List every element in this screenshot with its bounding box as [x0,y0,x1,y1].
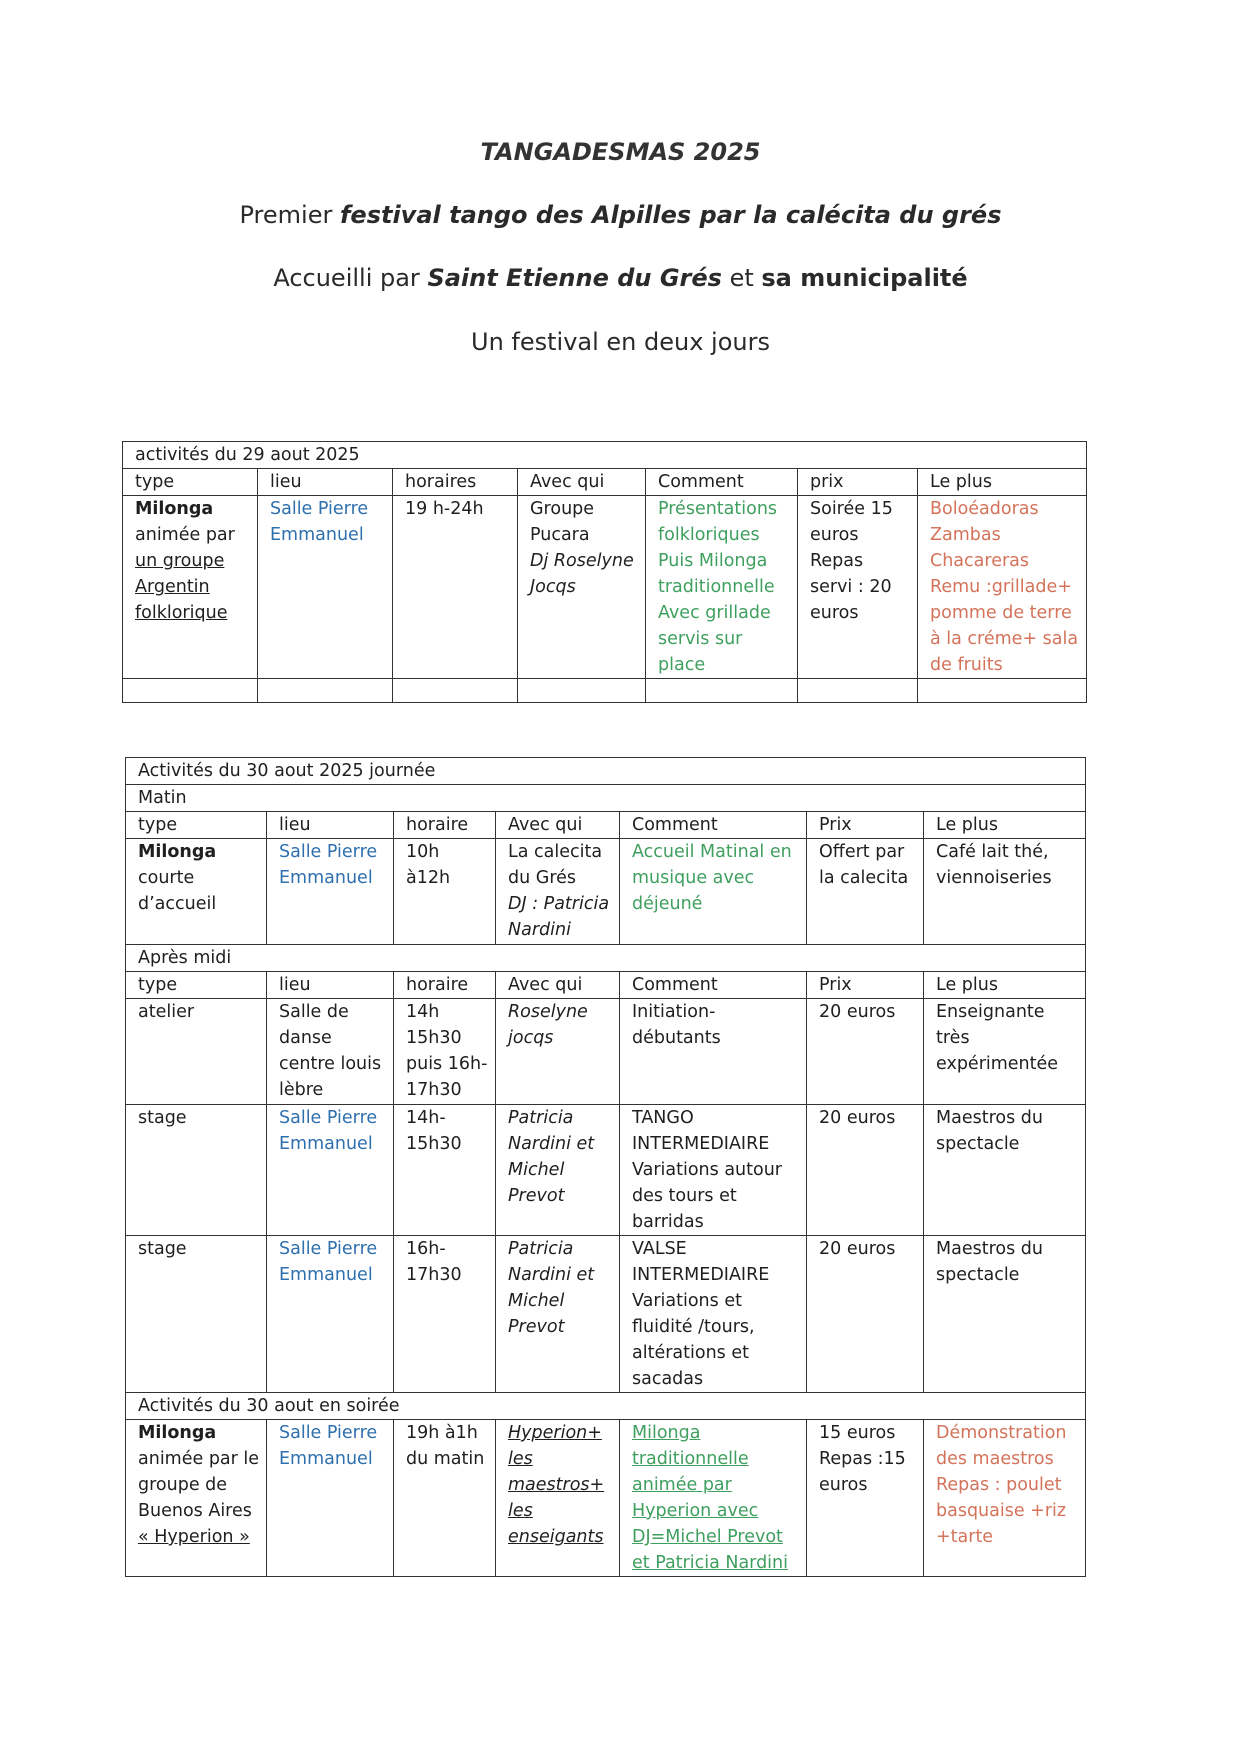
table-row [126,1105,1086,1236]
cell-line: Salle Pierre [279,842,378,862]
cell-line: Soirée 15 [810,499,893,519]
cell-avec-qui [496,1420,620,1577]
col-header: lieu [267,972,394,999]
cell-line: La calecita [508,842,603,862]
cell-line: spectacle [936,1134,1020,1154]
cell-line: à12h [406,868,451,888]
cell-line: Initiation- [632,1002,716,1022]
cell-line: stage [138,1108,187,1128]
cell-line: Michel [508,1291,565,1311]
cell-line: débutants [632,1028,721,1048]
cell-line: Présentations [658,499,778,519]
col-header: Avec qui [496,972,620,999]
cell-line: très [936,1028,970,1048]
cell-line: 15 euros [819,1423,896,1443]
col-header: Comment [620,972,807,999]
cell-line: stage [138,1239,187,1259]
cell-line: Emmanuel [279,1265,373,1285]
cell-line: Emmanuel [279,1134,373,1154]
cell-prix [807,1420,924,1577]
cell-line: Groupe [530,499,595,519]
cell-line: INTERMEDIAIRE [632,1134,770,1154]
cell-line: Zambas [930,525,1001,545]
cell-line: à la créme+ sala [930,629,1079,649]
cell-type [126,1105,267,1236]
cell-le-plus [924,999,1086,1105]
cell-comment [620,1420,807,1577]
cell-line: 20 euros [819,1002,896,1022]
cell-line: jocqs [508,1028,554,1048]
cell-line: les [508,1449,533,1469]
cell-line: Salle Pierre [279,1423,378,1443]
cell-line: du Grés [508,868,577,888]
cell-avec-qui [496,1105,620,1236]
cell-line: 20 euros [819,1239,896,1259]
cell-line: 15h30 [406,1134,462,1154]
table-row [126,999,1086,1105]
cell-comment [620,839,807,945]
cell-line: Argentin [135,577,210,597]
empty-cell [646,679,798,703]
cell-prix [807,1236,924,1393]
cell-line: place [658,655,706,675]
cell-avec-qui [496,999,620,1105]
cell-line: de fruits [930,655,1003,675]
cell-line: Avec grillade [658,603,771,623]
cell-line: Nardini et [508,1265,595,1285]
cell-type [126,1420,267,1577]
cell-line: Boloéadoras [930,499,1039,519]
cell-line: Nardini [508,920,571,940]
cell-line: Jocqs [530,577,576,597]
cell-line: Prevot [508,1317,565,1337]
cell-line: Salle de [279,1002,349,1022]
subtitle-festival [0,201,1241,229]
cell-lieu [258,496,393,679]
cell-line: pomme de terre [930,603,1072,623]
cell-line: Nardini et [508,1134,595,1154]
cell-line: traditionnelle [658,577,775,597]
cell-line: Michel [508,1160,565,1180]
col-header: Avec qui [496,812,620,839]
cell-type [126,839,267,945]
table-row [126,1420,1086,1577]
cell-line: 15h30 [406,1028,462,1048]
cell-type [126,999,267,1105]
cell-line: les [508,1501,533,1521]
cell-lieu [267,999,394,1105]
cell-line: INTERMEDIAIRE [632,1265,770,1285]
cell-line: 19h à1h [406,1423,478,1443]
host-town: Saint Etienne du Grés [427,264,722,292]
cell-line: euros [810,603,859,623]
cell-lieu [267,839,394,945]
col-header: Prix [807,812,924,839]
cell-line: la calecita [819,868,909,888]
table-header-row [126,812,1086,839]
empty-cell [798,679,918,703]
cell-line: Café lait thé, [936,842,1049,862]
table-row [126,839,1086,945]
cell-line: animée par le [138,1449,260,1469]
cell-line: des maestros [936,1449,1054,1469]
cell-line: viennoiseries [936,868,1052,888]
col-header: Comment [646,469,798,496]
cell-line: Salle Pierre [270,499,369,519]
col-header: Le plus [918,469,1087,496]
empty-cell [918,679,1087,703]
cell-comment [646,496,798,679]
cell-line: DJ : Patricia [508,894,610,914]
cell-line: folklorique [135,603,228,623]
cell-line: puis 16h- [406,1054,488,1074]
col-header: horaire [394,972,496,999]
cell-line: Enseignante [936,1002,1045,1022]
cell-line: barridas [632,1212,704,1232]
col-header: lieu [258,469,393,496]
table-header-row [126,972,1086,999]
cell-line: Milonga [135,499,214,519]
empty-row [123,679,1087,703]
cell-line: centre louis [279,1054,382,1074]
cell-line: 17h30 [406,1080,462,1100]
cell-line: Emmanuel [279,1449,373,1469]
cell-line: lèbre [279,1080,324,1100]
cell-line: maestros+ [508,1475,605,1495]
col-header: prix [798,469,918,496]
table-row [123,496,1087,679]
cell-line: Emmanuel [270,525,364,545]
cell-line: Patricia [508,1239,574,1259]
cell-line: euros [810,525,859,545]
cell-comment [620,999,807,1105]
document-title: TANGADESMAS 2025 [480,138,761,166]
empty-cell [258,679,393,703]
cell-line: Chacareras [930,551,1029,571]
cell-line: Accueil Matinal en [632,842,792,862]
cell-line: altérations et [632,1343,749,1363]
cell-prix [798,496,918,679]
cell-line: animée par [632,1475,732,1495]
cell-type [123,496,258,679]
cell-line: Prevot [508,1186,565,1206]
cell-line: du matin [406,1449,485,1469]
cell-line: Milonga [632,1423,701,1443]
empty-cell [123,679,258,703]
cell-line: Remu :grillade+ [930,577,1072,597]
schedule-table-30-aout [125,757,1086,1577]
subtitle-emphasis: festival tango des Alpilles par la calécita du grés [339,201,1002,229]
col-header: Comment [620,812,807,839]
col-header: horaires [393,469,518,496]
cell-le-plus [924,1236,1086,1393]
cell-horaire [394,999,496,1105]
cell-le-plus [924,839,1086,945]
cell-line: groupe de [138,1475,228,1495]
cell-line: Repas :15 [819,1449,906,1469]
cell-comment [620,1236,807,1393]
cell-line: sacadas [632,1369,704,1389]
subsection-apres-midi: Après midi [126,945,1086,972]
cell-line: Hyperion avec [632,1501,759,1521]
table-row [126,1236,1086,1393]
host-municipality: sa municipalité [761,264,968,292]
cell-horaires [393,496,518,679]
cell-prix [807,1105,924,1236]
cell-line: Maestros du [936,1108,1043,1128]
cell-line: atelier [138,1002,195,1022]
cell-line: expérimentée [936,1054,1059,1074]
cell-line: fluidité /tours, [632,1317,755,1337]
subtitle-host [0,264,1241,292]
cell-avec-qui [496,1236,620,1393]
subsection-soiree: Activités du 30 aout en soirée [126,1393,1086,1420]
cell-le-plus [918,496,1087,679]
cell-line: folkloriques [658,525,760,545]
cell-lieu [267,1420,394,1577]
cell-prix [807,999,924,1105]
cell-horaire [394,1420,496,1577]
cell-horaire [394,1105,496,1236]
section-title: Activités du 30 aout 2025 journée [126,758,1086,785]
cell-line: danse [279,1028,332,1048]
cell-line: animée par [135,525,235,545]
schedule-table-29-aout [122,441,1087,703]
host-prefix: Accueilli par [273,264,428,292]
cell-line: Milonga [138,842,217,862]
cell-line: Salle Pierre [279,1108,378,1128]
cell-line: Puis Milonga [658,551,768,571]
cell-comment [620,1105,807,1236]
cell-line: Repas : poulet [936,1475,1062,1495]
cell-line: Salle Pierre [279,1239,378,1259]
cell-horaire [394,839,496,945]
cell-line: +tarte [936,1527,994,1547]
cell-line: d’accueil [138,894,217,914]
cell-line: basquaise +riz [936,1501,1067,1521]
cell-line: TANGO [632,1108,694,1128]
col-header: lieu [267,812,394,839]
cell-line: Dj Roselyne [530,551,634,571]
cell-le-plus [924,1105,1086,1236]
col-header: type [126,972,267,999]
cell-le-plus [924,1420,1086,1577]
cell-line: 17h30 [406,1265,462,1285]
cell-line: Hyperion+ [508,1423,602,1443]
col-header: type [126,812,267,839]
cell-line: Roselyne [508,1002,588,1022]
cell-line: Maestros du [936,1239,1043,1259]
cell-line: déjeuné [632,894,703,914]
section-title: activités du 29 aout 2025 [123,442,1087,469]
cell-line: des tours et [632,1186,737,1206]
cell-avec-qui [518,496,646,679]
cell-line: Emmanuel [279,868,373,888]
table-header-row [123,469,1087,496]
host-connector: et [721,264,762,292]
cell-line: 20 euros [819,1108,896,1128]
cell-line: VALSE [632,1239,687,1259]
cell-line: euros [819,1475,868,1495]
cell-line: et Patricia Nardini [632,1553,788,1573]
cell-line: courte [138,868,195,888]
cell-line: 14h- [406,1108,446,1128]
cell-line: Pucara [530,525,590,545]
cell-line: 19 h-24h [405,499,484,519]
cell-line: servis sur [658,629,743,649]
cell-line: 16h- [406,1239,446,1259]
cell-line: Milonga [138,1423,217,1443]
col-header: type [123,469,258,496]
subtitle-duration: Un festival en deux jours [471,328,770,356]
cell-line: servi : 20 [810,577,892,597]
cell-line: Offert par [819,842,905,862]
col-header: Avec qui [518,469,646,496]
cell-lieu [267,1236,394,1393]
cell-line: « Hyperion » [138,1527,250,1547]
cell-line: 10h [406,842,440,862]
cell-line: Variations et [632,1291,742,1311]
subtitle-prefix: Premier [239,201,340,229]
cell-line: spectacle [936,1265,1020,1285]
cell-line: Repas [810,551,864,571]
cell-line: Buenos Aires [138,1501,252,1521]
cell-line: traditionnelle [632,1449,749,1469]
cell-horaire [394,1236,496,1393]
cell-line: un groupe [135,551,225,571]
cell-line: Variations autour [632,1160,782,1180]
empty-cell [518,679,646,703]
cell-prix [807,839,924,945]
col-header: horaire [394,812,496,839]
cell-lieu [267,1105,394,1236]
cell-line: Démonstration [936,1423,1067,1443]
cell-line: DJ=Michel Prevot [632,1527,783,1547]
cell-line: musique avec [632,868,755,888]
cell-line: enseigants [508,1527,604,1547]
cell-type [126,1236,267,1393]
subsection-matin: Matin [126,785,1086,812]
col-header: Prix [807,972,924,999]
cell-avec-qui [496,839,620,945]
empty-cell [393,679,518,703]
cell-line: 14h [406,1002,440,1022]
col-header: Le plus [924,812,1086,839]
cell-line: Patricia [508,1108,574,1128]
col-header: Le plus [924,972,1086,999]
